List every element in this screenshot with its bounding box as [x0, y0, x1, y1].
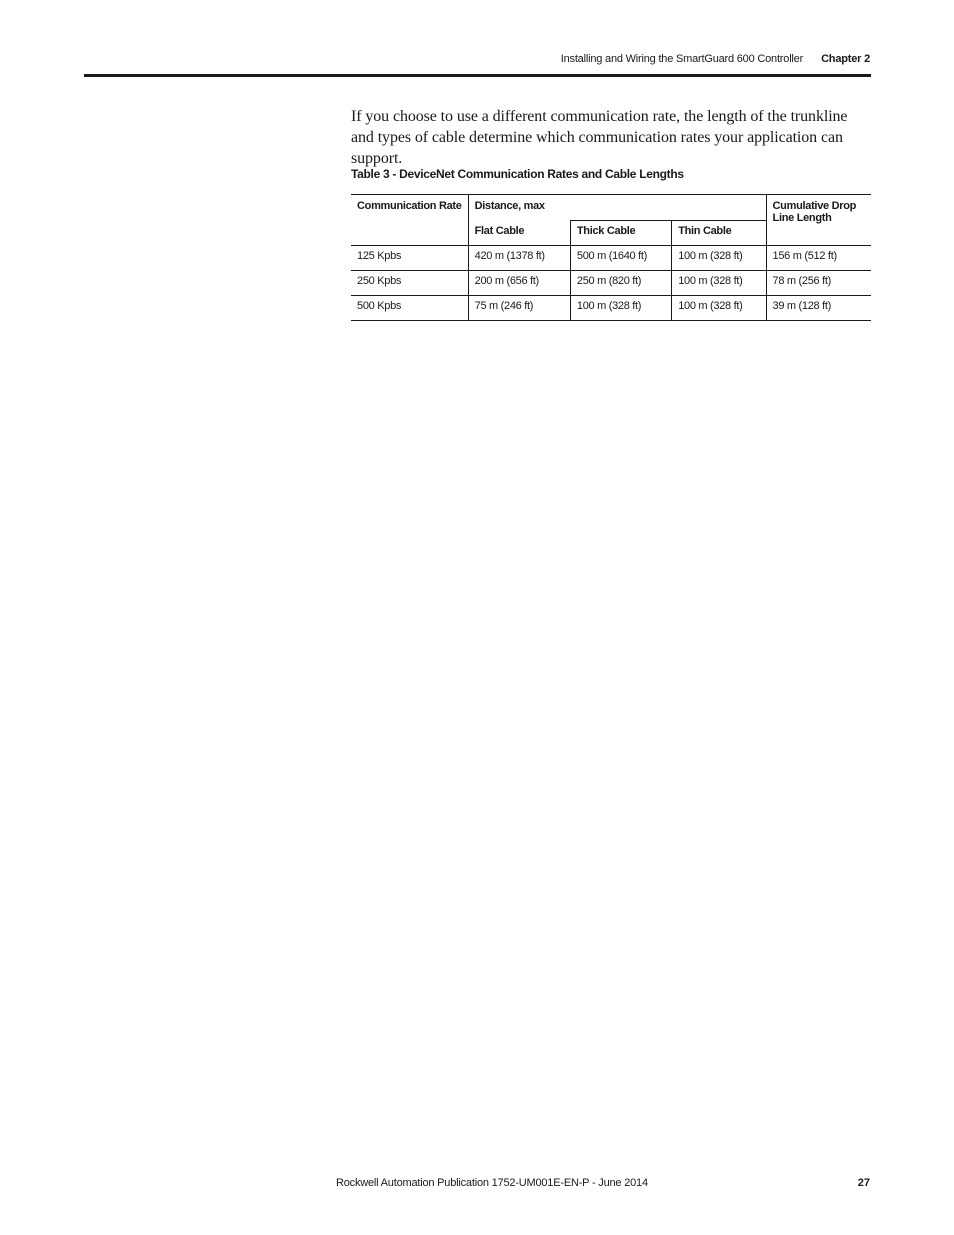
header-distance-max: Distance, max	[468, 195, 766, 221]
header-divider	[84, 74, 871, 77]
header-chapter-label: Chapter 2	[821, 53, 870, 65]
cell-drop: 39 m (128 ft)	[766, 296, 871, 321]
page-number: 27	[857, 1177, 870, 1189]
header-cumulative-drop: Cumulative Drop Line Length	[766, 195, 871, 246]
header-thin-cable: Thin Cable	[672, 221, 766, 246]
header-communication-rate: Communication Rate	[351, 195, 468, 246]
cell-rate: 500 Kpbs	[351, 296, 468, 321]
cell-thin: 100 m (328 ft)	[672, 271, 766, 296]
body-paragraph: If you choose to use a different communication rate, the length of the trunkline and types of cable determine which communication rates your application can support.	[351, 108, 848, 167]
table-row	[351, 246, 871, 271]
header-thick-cable: Thick Cable	[570, 221, 671, 246]
table-row	[351, 296, 871, 321]
cell-flat: 200 m (656 ft)	[468, 271, 570, 296]
table-caption: Table 3 - DeviceNet Communication Rates and Cable Lengths	[351, 167, 684, 181]
cell-thick: 250 m (820 ft)	[570, 271, 671, 296]
cell-thin: 100 m (328 ft)	[672, 296, 766, 321]
cell-rate: 250 Kpbs	[351, 271, 468, 296]
cell-flat: 75 m (246 ft)	[468, 296, 570, 321]
cell-drop: 156 m (512 ft)	[766, 246, 871, 271]
cell-thick: 100 m (328 ft)	[570, 296, 671, 321]
cell-flat: 420 m (1378 ft)	[468, 246, 570, 271]
cell-rate: 125 Kpbs	[351, 246, 468, 271]
header-flat-cable: Flat Cable	[468, 221, 570, 246]
cell-thick: 500 m (1640 ft)	[570, 246, 671, 271]
footer-publication: Rockwell Automation Publication 1752-UM001E-EN-P - June 2014	[336, 1177, 648, 1189]
table-row	[351, 271, 871, 296]
cell-thin: 100 m (328 ft)	[672, 246, 766, 271]
cell-drop: 78 m (256 ft)	[766, 271, 871, 296]
running-header	[561, 53, 870, 65]
cable-lengths-table	[351, 194, 871, 321]
header-section-title: Installing and Wiring the SmartGuard 600 Controller	[560, 53, 804, 65]
